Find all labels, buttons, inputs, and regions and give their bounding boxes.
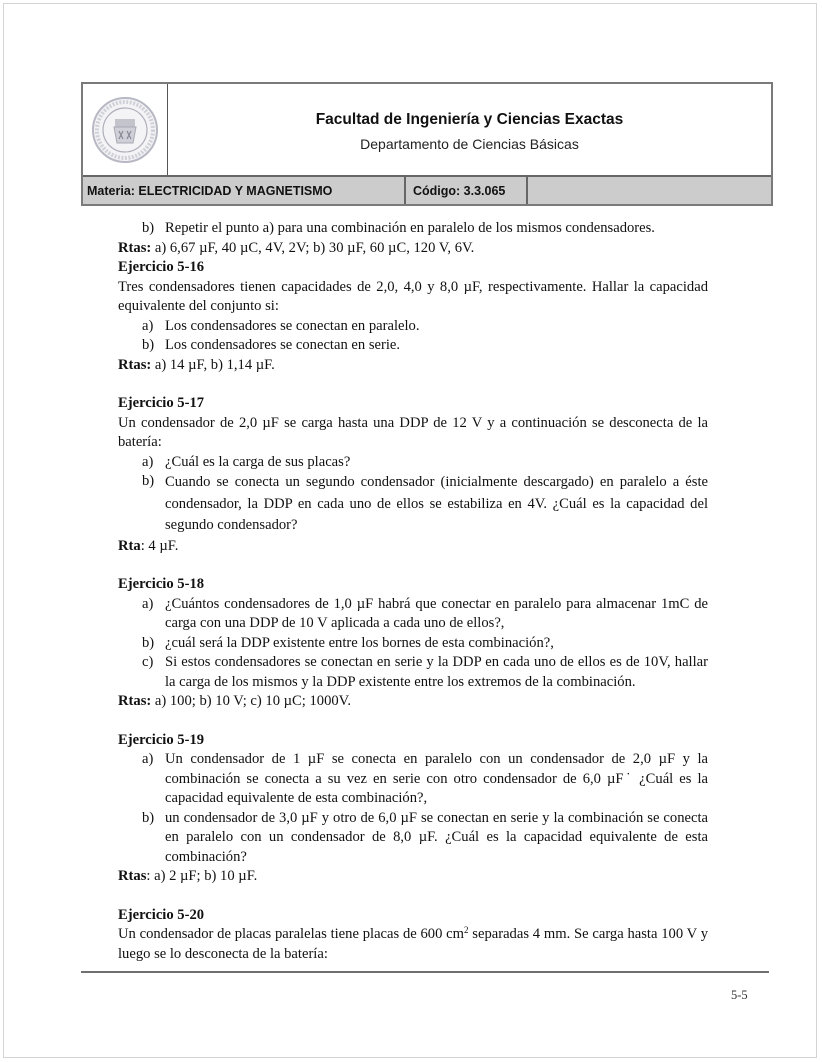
- answers: [118, 867, 708, 887]
- item-label: c): [142, 654, 154, 670]
- list-item: [142, 472, 708, 537]
- course-name: Materia: ELECTRICIDAD Y MAGNETISMO: [83, 177, 406, 204]
- header-title-cell: [168, 84, 771, 175]
- exercise-title: Ejercicio 5-16: [118, 259, 205, 275]
- answers: [118, 356, 708, 376]
- faculty-title: Facultad de Ingeniería y Ciencias Exactas: [315, 111, 624, 128]
- exercise-statement: Tres condensadores tienen capacidades de 2,0, 4,0 y 8,0 µF, respectivamente. Hallar la capacidad equivalente del conjunto si:: [118, 278, 708, 314]
- item-label: b): [142, 473, 155, 489]
- item-label: a): [142, 595, 154, 612]
- list-item: [142, 219, 708, 239]
- answers-label: Rtas: [118, 868, 147, 884]
- answers-label: Rtas:: [118, 239, 152, 256]
- exercise-title: Ejercicio 5-19: [118, 731, 205, 748]
- item-text: un condensador de 3,0 µF y otro de 6,0 µF se conectan en serie y la combinación se conecta en paralelo con un condensador de 8,0 µF. ¿Cuál es la capacidad equivalente de esta combinación?: [165, 809, 708, 865]
- item-text: Los condensadores se conectan en serie.: [165, 337, 401, 353]
- answers: [118, 239, 708, 259]
- answers: [118, 692, 708, 712]
- item-label: b): [142, 220, 155, 236]
- answers-text: a) 14 µF, b) 1,14 µF.: [151, 356, 275, 373]
- list-item: [142, 595, 708, 634]
- department-subtitle: Departamento de Ciencias Básicas: [360, 136, 579, 152]
- answers-text: a) 100; b) 10 V; c) 10 µC; 1000V.: [151, 693, 351, 709]
- item-label: a): [142, 317, 154, 334]
- item-text: ¿Cuál es la carga de sus placas?: [165, 453, 351, 470]
- answers-label: Rtas:: [118, 356, 152, 373]
- document-header: [81, 82, 773, 206]
- list-item: [142, 336, 708, 356]
- document-body: [118, 219, 708, 964]
- answers-label: Rta: [118, 537, 141, 554]
- university-seal-icon: [90, 95, 160, 165]
- exercise-title: Ejercicio 5-17: [118, 395, 205, 411]
- list-item: [142, 317, 708, 337]
- document-page: [3, 3, 817, 1058]
- statement-part: separadas 4 mm. Se carga hasta 100 V y luego se lo desconecta de la batería:: [118, 926, 708, 962]
- item-label: b): [142, 809, 155, 826]
- answers-text: a) 6,67 µF, 40 µC, 4V, 2V; b) 30 µF, 60 µC, 120 V, 6V.: [151, 239, 475, 256]
- list-item: [142, 453, 708, 473]
- exercise-statement: [118, 925, 708, 964]
- item-text: ¿cuál será la DDP existente entre los bornes de esta combinación?,: [165, 634, 554, 651]
- answers-text: : a) 2 µF; b) 10 µF.: [146, 868, 258, 884]
- item-text: ¿Cuántos condensadores de 1,0 µF habrá que conectar en paralelo para almacenar 1mC de carga con una DDP de 10 V aplicada a cada uno de ellos?,: [165, 595, 708, 631]
- footer-divider: [81, 971, 769, 973]
- logo-cell: [83, 84, 168, 175]
- item-label: a): [142, 453, 154, 470]
- item-text: Cuando se conecta un segundo condensador (inicialmente descargado) en paralelo a éste condensador, la DDP en cada uno de ellos se estabiliza en 4V. ¿Cuál es la capacidad del segundo condensador?: [165, 474, 708, 533]
- course-code: Código: 3.3.065: [406, 177, 528, 204]
- page-number: 5-5: [731, 988, 748, 1002]
- item-text: Repetir el punto a) para una combinación en paralelo de los mismos condensadores.: [165, 220, 655, 236]
- item-label: b): [142, 634, 155, 651]
- answers: [118, 537, 708, 557]
- list-item: [142, 750, 708, 809]
- list-item: [142, 634, 708, 654]
- item-text: Los condensadores se conectan en paralelo.: [165, 317, 420, 334]
- list-item: [142, 653, 708, 692]
- item-label: b): [142, 337, 155, 353]
- course-info-row: [83, 175, 771, 204]
- answers-text: : 4 µF.: [140, 537, 179, 554]
- item-label: a): [142, 751, 154, 767]
- answers-label: Rtas:: [118, 693, 152, 709]
- statement-part: Un condensador de placas paralelas tiene placas de 600 cm: [118, 926, 465, 942]
- exercise-title: Ejercicio 5-20: [118, 906, 205, 923]
- list-item: [142, 809, 708, 868]
- exercise-title: Ejercicio 5-18: [118, 576, 205, 592]
- superscript: 2: [464, 925, 469, 935]
- empty-cell: [528, 177, 771, 204]
- item-text: Si estos condensadores se conectan en serie y la DDP en cada uno de ellos es de 10V, hallar la carga de los mismos y la DDP existente entre los extremos de la combinación.: [165, 654, 708, 690]
- exercise-statement: Un condensador de 2,0 µF se carga hasta una DDP de 12 V y a continuación se desconecta de la batería:: [118, 414, 708, 450]
- item-text: Un condensador de 1 µF se conecta en paralelo con un condensador de 2,0 µF y la combinación se conecta a su vez en serie con otro condensador de 6,0 µF˙ ¿Cuál es la capacidad equivalente de esta combinación?,: [165, 751, 708, 806]
